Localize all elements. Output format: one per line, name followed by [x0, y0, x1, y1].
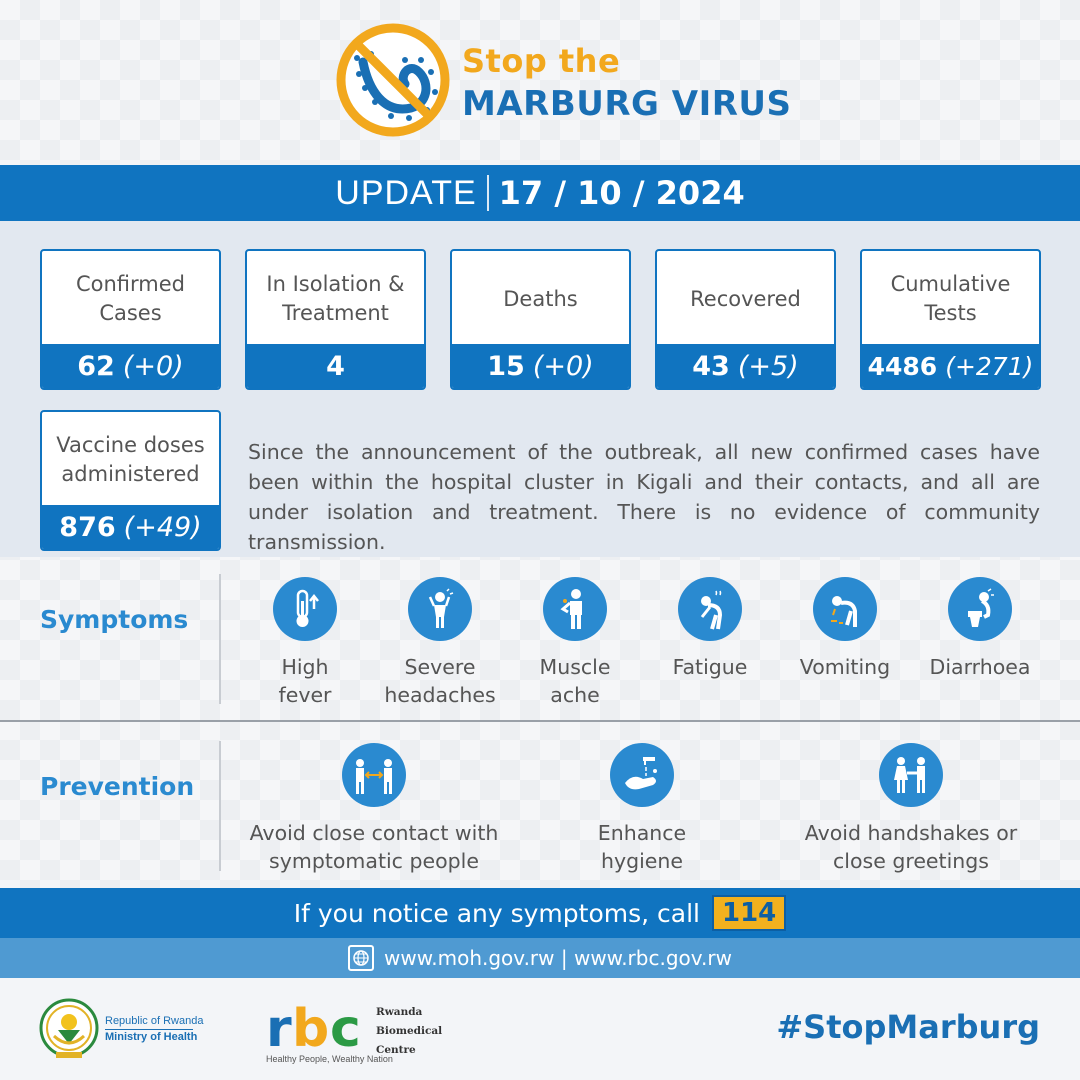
title-small: Stop the: [462, 42, 621, 80]
stat-delta: (+0): [122, 350, 184, 382]
stat-delta: (+5): [737, 350, 799, 382]
rwanda-coat-of-arms-icon: [38, 996, 100, 1062]
prevention-no-handshake: [800, 743, 1022, 875]
prevention-avoid-contact: [243, 743, 505, 875]
website-banner: [0, 938, 1080, 978]
hotline-number[interactable]: 114: [712, 895, 786, 931]
update-banner: [0, 165, 1080, 221]
prevention-label: Avoid handshakes or close greetings: [804, 821, 1018, 873]
stat-value: [42, 505, 219, 549]
stat-value: [42, 344, 219, 388]
stat-value: [657, 344, 834, 388]
prevention-divider: [219, 741, 221, 871]
headache-icon: [408, 577, 472, 641]
update-date: 17 / 10 / 2024: [498, 174, 745, 212]
rbc-name: [376, 1003, 442, 1060]
moh-underline: [105, 1029, 193, 1030]
campaign-hashtag[interactable]: #StopMarburg: [776, 1008, 1040, 1046]
update-separator: [487, 175, 489, 211]
title-main: MARBURG VIRUS: [462, 84, 792, 124]
outbreak-description: Since the announcement of the outbreak, all new confirmed cases have been within the hospital cluster in Kigali and their contacts, and all are under isolation and treatment. There is no evidence of community transmission.: [248, 440, 1040, 554]
rbc-name-line: Rwanda: [376, 1006, 423, 1018]
rbc-name-line: Centre: [376, 1044, 416, 1056]
rbc-logo-icon: [266, 1002, 376, 1054]
stat-value: [247, 344, 424, 388]
stat-label: Deaths: [503, 286, 578, 311]
vomiting-icon: [813, 577, 877, 641]
handshake-icon: [879, 743, 943, 807]
symptoms-heading: Symptoms: [40, 605, 189, 634]
stat-card-confirmed: [40, 249, 221, 390]
update-label: UPDATE: [335, 173, 477, 212]
handwash-icon: [610, 743, 674, 807]
stat-number: 876: [59, 511, 116, 543]
stat-label: Confirmed Cases: [75, 272, 186, 325]
moh-country: Republic of Rwanda: [105, 1015, 204, 1027]
stat-label: Cumulative Tests: [890, 272, 1011, 325]
symptom-label: Severe headaches: [384, 655, 496, 707]
symptom-label: Fatigue: [672, 655, 748, 679]
symptom-diarrhoea: [900, 577, 1060, 681]
svg-text:r: r: [266, 1002, 289, 1054]
stat-card-isolation: [245, 249, 426, 390]
symptoms-divider: [219, 574, 221, 704]
symptom-label: Vomiting: [799, 655, 891, 679]
rbc-name-line: Biomedical: [376, 1025, 443, 1037]
thermometer-icon: [273, 577, 337, 641]
muscle-ache-icon: [543, 577, 607, 641]
section-divider: [0, 720, 1080, 722]
stat-value: [452, 344, 629, 388]
stats-panel: [0, 221, 1080, 557]
fatigue-icon: [678, 577, 742, 641]
symptom-label: High fever: [278, 655, 332, 707]
stat-label: In Isolation & Treatment: [266, 272, 405, 325]
moh-ministry: Ministry of Health: [105, 1031, 198, 1043]
stat-delta: (+0): [532, 350, 594, 382]
stat-value: [862, 344, 1039, 388]
footer: [0, 978, 1080, 1080]
stat-card-deaths: [450, 249, 631, 390]
no-virus-icon: [335, 22, 451, 138]
call-banner: [0, 888, 1080, 938]
stat-label: Recovered: [690, 286, 801, 311]
header: [0, 0, 1080, 165]
stat-card-vaccine: [40, 410, 221, 551]
stat-delta: (+271): [945, 351, 1034, 381]
rbc-tagline: Healthy People, Wealthy Nation: [266, 1054, 393, 1064]
stat-card-recovered: [655, 249, 836, 390]
symptom-label: Muscle ache: [539, 655, 611, 707]
call-text: If you notice any symptoms, call: [293, 898, 700, 928]
symptom-label: Diarrhoea: [929, 655, 1031, 679]
website-links[interactable]: www.moh.gov.rw | www.rbc.gov.rw: [384, 946, 732, 970]
prevention-hygiene: [562, 743, 722, 875]
prevention-heading: Prevention: [40, 772, 195, 801]
stat-label: Vaccine doses administered: [56, 433, 205, 486]
stat-card-tests: [860, 249, 1041, 390]
stat-number: 4: [326, 350, 345, 382]
diarrhoea-icon: [948, 577, 1012, 641]
distance-icon: [342, 743, 406, 807]
prevention-label: Avoid close contact with symptomatic people: [249, 821, 499, 873]
stat-delta: (+49): [123, 511, 202, 543]
stat-number: 43: [692, 350, 730, 382]
stat-number: 15: [487, 350, 525, 382]
prevention-label: Enhance hygiene: [597, 821, 687, 873]
svg-text:b: b: [292, 1002, 327, 1054]
globe-icon: [348, 945, 374, 971]
stat-number: 4486: [867, 351, 938, 381]
stat-number: 62: [77, 350, 115, 382]
svg-text:c: c: [330, 1002, 358, 1054]
